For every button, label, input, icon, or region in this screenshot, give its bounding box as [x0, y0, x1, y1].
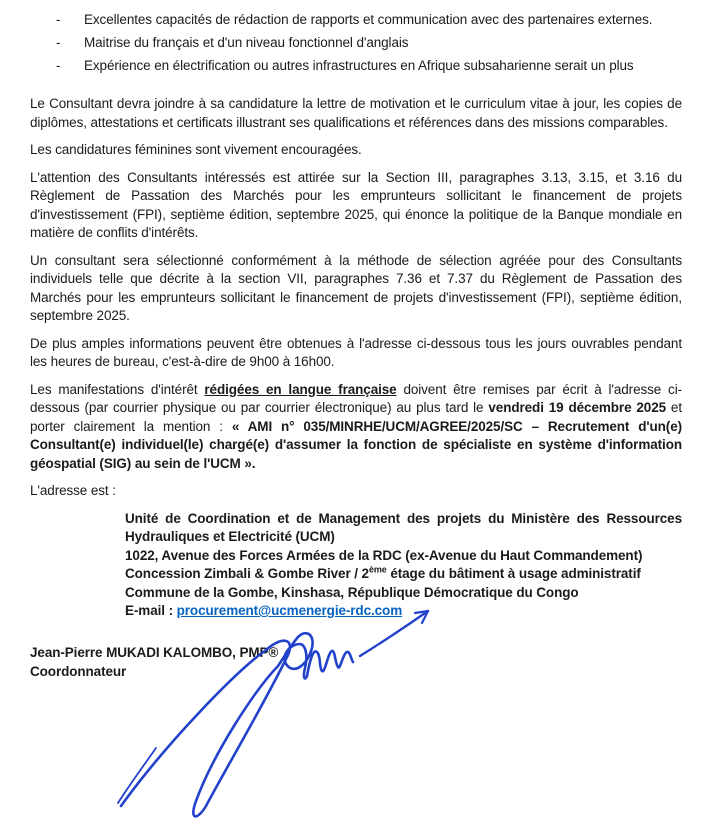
paragraph-candidature: Le Consultant devra joindre à sa candidature la lettre de motivation et le curriculum vitae à jour, les copies de diplômes, attestations et certificats illustrant ses qualifications et références dans des missions comparables. [30, 96, 682, 130]
manifestations-mid: doivent être remises par écrit à l'adresse ci-dessous (par courrier physique ou par courrier électronique) au plus tard le [30, 381, 682, 415]
paragraph-attention-consultants: L'attention des Consultants intéressés est attirée sur la Section III, paragraphes 3.13, 3.15, et 3.16 du Règlement de Passation des Marchés pour les emprunteurs sollicitant le financement de projets d'investissement (FPI), septième édition, septembre 2025, qui énonce la politique de la Banque mondiale en matière de conflits d'intérêts. [30, 169, 682, 240]
ordinal-superscript: ème [368, 564, 387, 575]
bullet-text: Maitrise du français et d'un niveau fonctionnel d'anglais [84, 35, 409, 50]
signatory-block [30, 643, 682, 681]
ami-mention: « AMI n° 035/MINRHE/UCM/AGREE/2025/SC – Recrutement d'un(e) Consultant(e) individuel(le) chargé(e) d'assumer la fonction de spécialiste en système d'information géospatial (SIG) au sein de l'UCM ». [30, 418, 682, 471]
list-item [56, 54, 682, 77]
paragraph-methode-selection: Un consultant sera sélectionné conformément à la méthode de sélection agréée pour des Consultants individuels telle que décrite à la section VII, paragraphes 7.36 et 7.37 du Règlement de Passation des Marchés pour les emprunteurs sollicitant le financement de projets d'investissement (FPI), septième édition, septembre 2025. [30, 252, 682, 323]
list-item [56, 8, 682, 31]
address-org-line: Unité de Coordination et de Management des projets du Ministère des Ressources Hydrauliques et Electricité (UCM) [125, 510, 682, 544]
bullet-dash: - [56, 35, 61, 50]
bullet-dash: - [56, 12, 61, 27]
address-intro: L'adresse est : [30, 483, 116, 498]
building-line-post: étage du bâtiment à usage administratif [386, 566, 641, 581]
langue-francaise-emphasis: rédigées en langue française [204, 381, 397, 397]
qualification-bullet-list [56, 8, 682, 77]
address-building-line [125, 565, 682, 584]
address-block [125, 510, 682, 621]
signatory-title: Coordonnateur [30, 663, 127, 679]
manifestations-mid2: et porter clairement la mention : [30, 400, 682, 434]
list-item [56, 31, 682, 54]
address-city-line: Commune de la Gombe, Kinshasa, République Démocratique du Congo [125, 584, 579, 600]
bullet-dash: - [56, 58, 61, 73]
email-line [125, 602, 682, 621]
deadline-date: vendredi 19 décembre 2025 [488, 400, 667, 415]
signatory-name: Jean-Pierre MUKADI KALOMBO, PMP® [30, 644, 279, 660]
paragraph-candidatures-feminines: Les candidatures féminines sont vivement encouragées. [30, 142, 362, 157]
bullet-text: Expérience en électrification ou autres infrastructures en Afrique subsaharienne serait un plus [84, 58, 634, 73]
email-link[interactable]: procurement@ucmenergie-rdc.com [176, 603, 403, 618]
bullet-text: Excellentes capacités de rédaction de rapports et communication avec des partenaires externes. [84, 12, 653, 27]
email-label: E-mail : [125, 603, 177, 618]
building-line-pre: Concession Zimbali & Gombe River / 2 [125, 566, 369, 581]
manifestations-pre: Les manifestations d'intérêt [30, 381, 205, 397]
paragraph-informations: De plus amples informations peuvent être obtenues à l'adresse ci-dessous tous les jours ouvrables pendant les heures de bureau, c'est-à-dire de 9h00 à 16h00. [30, 335, 682, 369]
paragraph-manifestations [30, 381, 682, 474]
address-street-line: 1022, Avenue des Forces Armées de la RDC (ex-Avenue du Haut Commandement) [125, 547, 643, 563]
